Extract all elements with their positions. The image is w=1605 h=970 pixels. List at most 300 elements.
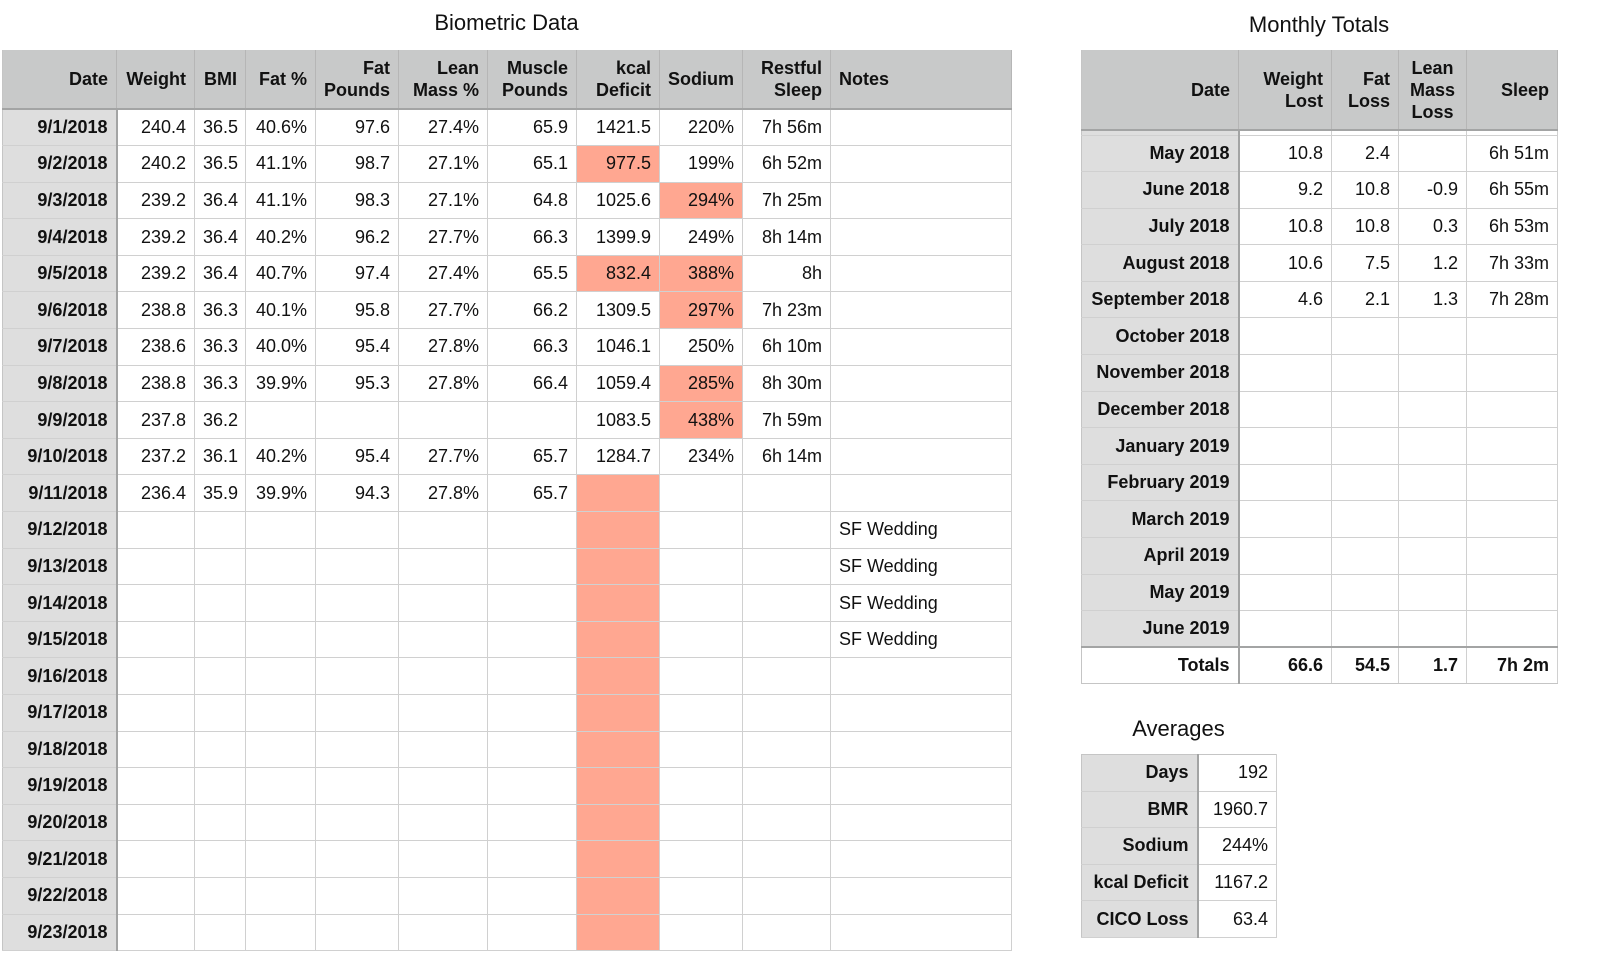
cell-sodium[interactable]: 285% <box>660 365 743 402</box>
col-header-weight[interactable]: Weight <box>117 50 195 109</box>
table-row[interactable] <box>3 255 1012 292</box>
cell-fat-pounds[interactable] <box>316 658 399 695</box>
cell-lean-mass-percent[interactable] <box>399 658 488 695</box>
cell-restful-sleep[interactable] <box>743 841 831 878</box>
totals-fat-loss[interactable]: 54.5 <box>1332 647 1399 683</box>
cell-month[interactable]: May 2018 <box>1082 135 1239 172</box>
cell-fat-pounds[interactable] <box>316 914 399 951</box>
cell-bmi[interactable] <box>195 621 246 658</box>
table-row[interactable] <box>3 585 1012 622</box>
cell-fat-pounds[interactable]: 98.7 <box>316 146 399 183</box>
cell-fat-loss[interactable] <box>1332 318 1399 355</box>
average-label[interactable]: Days <box>1082 755 1198 792</box>
cell-sleep[interactable] <box>1467 574 1558 611</box>
col-header-notes[interactable]: Notes <box>831 50 1012 109</box>
cell-weight-lost[interactable] <box>1239 464 1332 501</box>
cell-sodium[interactable]: 438% <box>660 402 743 439</box>
cell-muscle-pounds[interactable]: 66.4 <box>488 365 577 402</box>
cell-bmi[interactable] <box>195 768 246 805</box>
cell-month[interactable]: December 2018 <box>1082 391 1239 428</box>
cell-bmi[interactable]: 36.5 <box>195 146 246 183</box>
cell-sleep[interactable]: 6h 55m <box>1467 172 1558 209</box>
cell-sodium[interactable]: 250% <box>660 329 743 366</box>
cell-muscle-pounds[interactable]: 65.9 <box>488 109 577 146</box>
cell-lean-mass-loss[interactable] <box>1399 574 1467 611</box>
cell-kcal-deficit[interactable]: 1309.5 <box>577 292 660 329</box>
cell-bmi[interactable] <box>195 695 246 732</box>
cell-date[interactable]: 9/15/2018 <box>3 621 117 658</box>
cell-bmi[interactable] <box>195 804 246 841</box>
cell-fat-percent[interactable] <box>246 695 316 732</box>
cell-fat-percent[interactable] <box>246 731 316 768</box>
cell-notes[interactable] <box>831 695 1012 732</box>
cell-fat-pounds[interactable]: 97.4 <box>316 255 399 292</box>
cell-bmi[interactable]: 36.3 <box>195 365 246 402</box>
cell-month[interactable]: June 2019 <box>1082 611 1239 648</box>
cell-kcal-deficit[interactable]: 1046.1 <box>577 329 660 366</box>
cell-notes[interactable] <box>831 768 1012 805</box>
col-header-fat-loss[interactable]: Fat Loss <box>1332 50 1399 130</box>
col-header-month[interactable]: Date <box>1082 50 1239 130</box>
cell-month[interactable]: August 2018 <box>1082 245 1239 282</box>
cell-date[interactable]: 9/10/2018 <box>3 438 117 475</box>
totals-lean-mass-loss[interactable]: 1.7 <box>1399 647 1467 683</box>
monthly-row[interactable] <box>1082 391 1558 428</box>
cell-fat-pounds[interactable] <box>316 877 399 914</box>
cell-weight-lost[interactable]: 4.6 <box>1239 281 1332 318</box>
cell-fat-pounds[interactable]: 95.4 <box>316 329 399 366</box>
cell-sleep[interactable] <box>1467 428 1558 465</box>
cell-weight[interactable]: 238.8 <box>117 292 195 329</box>
cell-lean-mass-loss[interactable] <box>1399 501 1467 538</box>
cell-restful-sleep[interactable]: 6h 14m <box>743 438 831 475</box>
cell-restful-sleep[interactable] <box>743 695 831 732</box>
cell-sodium[interactable]: 388% <box>660 255 743 292</box>
cell-notes[interactable] <box>831 146 1012 183</box>
cell-fat-percent[interactable] <box>246 512 316 549</box>
cell-kcal-deficit[interactable] <box>577 877 660 914</box>
table-row[interactable] <box>3 182 1012 219</box>
cell-date[interactable]: 9/23/2018 <box>3 914 117 951</box>
cell-fat-loss[interactable] <box>1332 574 1399 611</box>
cell-weight-lost[interactable] <box>1239 538 1332 575</box>
average-value[interactable]: 1167.2 <box>1198 864 1277 901</box>
cell-muscle-pounds[interactable]: 65.7 <box>488 475 577 512</box>
monthly-row[interactable] <box>1082 281 1558 318</box>
cell-weight[interactable] <box>117 768 195 805</box>
cell-weight-lost[interactable]: 10.8 <box>1239 135 1332 172</box>
table-row[interactable] <box>3 402 1012 439</box>
cell-fat-percent[interactable]: 41.1% <box>246 182 316 219</box>
cell-date[interactable]: 9/13/2018 <box>3 548 117 585</box>
cell-kcal-deficit[interactable]: 832.4 <box>577 255 660 292</box>
cell-muscle-pounds[interactable]: 66.3 <box>488 219 577 256</box>
cell-fat-percent[interactable]: 41.1% <box>246 146 316 183</box>
cell-weight[interactable]: 239.2 <box>117 182 195 219</box>
cell-fat-pounds[interactable] <box>316 804 399 841</box>
col-header-fat-pounds[interactable]: Fat Pounds <box>316 50 399 109</box>
monthly-row[interactable] <box>1082 172 1558 209</box>
cell-month[interactable]: October 2018 <box>1082 318 1239 355</box>
cell-sleep[interactable] <box>1467 391 1558 428</box>
table-row[interactable] <box>3 695 1012 732</box>
cell-month[interactable]: July 2018 <box>1082 208 1239 245</box>
cell-muscle-pounds[interactable] <box>488 804 577 841</box>
cell-sodium[interactable] <box>660 914 743 951</box>
cell-date[interactable]: 9/22/2018 <box>3 877 117 914</box>
cell-bmi[interactable] <box>195 914 246 951</box>
cell-sodium[interactable]: 199% <box>660 146 743 183</box>
cell-weight-lost[interactable] <box>1239 318 1332 355</box>
cell-kcal-deficit[interactable]: 1059.4 <box>577 365 660 402</box>
col-header-kcal-deficit[interactable]: kcal Deficit <box>577 50 660 109</box>
monthly-row[interactable] <box>1082 464 1558 501</box>
col-header-date[interactable]: Date <box>3 50 117 109</box>
monthly-row[interactable] <box>1082 611 1558 648</box>
cell-fat-pounds[interactable] <box>316 841 399 878</box>
totals-weight-lost[interactable]: 66.6 <box>1239 647 1332 683</box>
average-label[interactable]: kcal Deficit <box>1082 864 1198 901</box>
cell-date[interactable]: 9/2/2018 <box>3 146 117 183</box>
cell-sodium[interactable] <box>660 548 743 585</box>
cell-restful-sleep[interactable] <box>743 658 831 695</box>
cell-notes[interactable] <box>831 219 1012 256</box>
cell-lean-mass-percent[interactable] <box>399 768 488 805</box>
cell-fat-percent[interactable]: 39.9% <box>246 475 316 512</box>
cell-fat-percent[interactable] <box>246 621 316 658</box>
cell-weight[interactable]: 237.2 <box>117 438 195 475</box>
cell-kcal-deficit[interactable]: 1399.9 <box>577 219 660 256</box>
cell-sleep[interactable]: 6h 51m <box>1467 135 1558 172</box>
cell-date[interactable]: 9/18/2018 <box>3 731 117 768</box>
cell-muscle-pounds[interactable] <box>488 585 577 622</box>
cell-sodium[interactable] <box>660 695 743 732</box>
cell-weight-lost[interactable]: 10.6 <box>1239 245 1332 282</box>
cell-lean-mass-percent[interactable]: 27.4% <box>399 255 488 292</box>
averages-row-sodium[interactable] <box>1082 828 1277 865</box>
cell-bmi[interactable] <box>195 512 246 549</box>
cell-weight[interactable] <box>117 512 195 549</box>
cell-sleep[interactable]: 7h 28m <box>1467 281 1558 318</box>
col-header-sleep[interactable]: Sleep <box>1467 50 1558 130</box>
cell-weight[interactable] <box>117 731 195 768</box>
cell-lean-mass-loss[interactable]: 1.2 <box>1399 245 1467 282</box>
cell-notes[interactable]: SF Wedding <box>831 548 1012 585</box>
cell-fat-percent[interactable] <box>246 877 316 914</box>
cell-restful-sleep[interactable]: 8h 14m <box>743 219 831 256</box>
cell-fat-percent[interactable] <box>246 658 316 695</box>
cell-weight[interactable] <box>117 548 195 585</box>
cell-sleep[interactable] <box>1467 355 1558 392</box>
cell-lean-mass-loss[interactable] <box>1399 135 1467 172</box>
cell-restful-sleep[interactable] <box>743 475 831 512</box>
averages-row-bmr[interactable] <box>1082 791 1277 828</box>
col-header-weight-lost[interactable]: Weight Lost <box>1239 50 1332 130</box>
cell-lean-mass-percent[interactable]: 27.7% <box>399 292 488 329</box>
cell-kcal-deficit[interactable] <box>577 768 660 805</box>
cell-muscle-pounds[interactable] <box>488 695 577 732</box>
cell-restful-sleep[interactable]: 7h 59m <box>743 402 831 439</box>
cell-bmi[interactable] <box>195 658 246 695</box>
cell-restful-sleep[interactable] <box>743 548 831 585</box>
cell-kcal-deficit[interactable] <box>577 914 660 951</box>
average-value[interactable]: 63.4 <box>1198 901 1277 938</box>
table-row[interactable] <box>3 329 1012 366</box>
table-row[interactable] <box>3 914 1012 951</box>
cell-month[interactable]: April 2019 <box>1082 538 1239 575</box>
cell-fat-pounds[interactable] <box>316 621 399 658</box>
cell-fat-percent[interactable] <box>246 804 316 841</box>
cell-lean-mass-percent[interactable]: 27.8% <box>399 365 488 402</box>
cell-date[interactable]: 9/20/2018 <box>3 804 117 841</box>
table-row[interactable] <box>3 658 1012 695</box>
cell-sleep[interactable]: 6h 53m <box>1467 208 1558 245</box>
cell-weight[interactable]: 239.2 <box>117 255 195 292</box>
cell-fat-loss[interactable] <box>1332 611 1399 648</box>
monthly-row[interactable] <box>1082 245 1558 282</box>
cell-notes[interactable] <box>831 182 1012 219</box>
cell-kcal-deficit[interactable] <box>577 621 660 658</box>
monthly-row[interactable] <box>1082 318 1558 355</box>
cell-lean-mass-percent[interactable]: 27.8% <box>399 475 488 512</box>
cell-lean-mass-loss[interactable] <box>1399 464 1467 501</box>
cell-weight-lost[interactable]: 9.2 <box>1239 172 1332 209</box>
cell-lean-mass-loss[interactable]: -0.9 <box>1399 172 1467 209</box>
table-row[interactable] <box>3 292 1012 329</box>
cell-muscle-pounds[interactable] <box>488 914 577 951</box>
cell-month[interactable]: June 2018 <box>1082 172 1239 209</box>
cell-lean-mass-percent[interactable] <box>399 914 488 951</box>
cell-sodium[interactable] <box>660 804 743 841</box>
cell-sleep[interactable] <box>1467 464 1558 501</box>
cell-kcal-deficit[interactable] <box>577 804 660 841</box>
average-label[interactable]: BMR <box>1082 791 1198 828</box>
cell-sodium[interactable]: 234% <box>660 438 743 475</box>
cell-bmi[interactable] <box>195 841 246 878</box>
cell-month[interactable]: February 2019 <box>1082 464 1239 501</box>
cell-fat-percent[interactable]: 40.1% <box>246 292 316 329</box>
col-header-muscle-pounds[interactable]: Muscle Pounds <box>488 50 577 109</box>
cell-fat-pounds[interactable]: 98.3 <box>316 182 399 219</box>
average-value[interactable]: 1960.7 <box>1198 791 1277 828</box>
cell-muscle-pounds[interactable] <box>488 841 577 878</box>
cell-fat-loss[interactable]: 2.4 <box>1332 135 1399 172</box>
cell-date[interactable]: 9/4/2018 <box>3 219 117 256</box>
cell-date[interactable]: 9/16/2018 <box>3 658 117 695</box>
cell-kcal-deficit[interactable]: 1284.7 <box>577 438 660 475</box>
monthly-row[interactable] <box>1082 355 1558 392</box>
cell-notes[interactable] <box>831 365 1012 402</box>
cell-weight[interactable] <box>117 914 195 951</box>
cell-weight[interactable] <box>117 841 195 878</box>
cell-notes[interactable] <box>831 914 1012 951</box>
cell-kcal-deficit[interactable] <box>577 512 660 549</box>
totals-row[interactable] <box>1082 647 1558 683</box>
cell-month[interactable]: March 2019 <box>1082 501 1239 538</box>
cell-kcal-deficit[interactable] <box>577 475 660 512</box>
cell-fat-percent[interactable] <box>246 548 316 585</box>
totals-label[interactable]: Totals <box>1082 647 1239 683</box>
cell-weight[interactable]: 240.4 <box>117 109 195 146</box>
cell-muscle-pounds[interactable] <box>488 768 577 805</box>
cell-muscle-pounds[interactable] <box>488 877 577 914</box>
average-label[interactable]: Sodium <box>1082 828 1198 865</box>
cell-notes[interactable] <box>831 109 1012 146</box>
cell-weight-lost[interactable] <box>1239 501 1332 538</box>
cell-weight-lost[interactable] <box>1239 355 1332 392</box>
cell-month[interactable]: January 2019 <box>1082 428 1239 465</box>
average-label[interactable]: CICO Loss <box>1082 901 1198 938</box>
cell-sodium[interactable] <box>660 841 743 878</box>
cell-sleep[interactable] <box>1467 318 1558 355</box>
cell-lean-mass-percent[interactable] <box>399 548 488 585</box>
cell-muscle-pounds[interactable] <box>488 512 577 549</box>
cell-weight[interactable]: 238.6 <box>117 329 195 366</box>
cell-muscle-pounds[interactable] <box>488 621 577 658</box>
cell-date[interactable]: 9/1/2018 <box>3 109 117 146</box>
cell-date[interactable]: 9/11/2018 <box>3 475 117 512</box>
cell-restful-sleep[interactable]: 8h 30m <box>743 365 831 402</box>
cell-fat-percent[interactable] <box>246 841 316 878</box>
cell-weight[interactable]: 237.8 <box>117 402 195 439</box>
cell-lean-mass-percent[interactable] <box>399 877 488 914</box>
cell-fat-pounds[interactable]: 95.8 <box>316 292 399 329</box>
cell-sodium[interactable]: 249% <box>660 219 743 256</box>
cell-bmi[interactable]: 36.5 <box>195 109 246 146</box>
cell-restful-sleep[interactable] <box>743 768 831 805</box>
cell-weight-lost[interactable] <box>1239 574 1332 611</box>
cell-date[interactable]: 9/19/2018 <box>3 768 117 805</box>
cell-sodium[interactable] <box>660 512 743 549</box>
cell-bmi[interactable]: 36.4 <box>195 182 246 219</box>
cell-date[interactable]: 9/5/2018 <box>3 255 117 292</box>
cell-restful-sleep[interactable] <box>743 914 831 951</box>
cell-lean-mass-percent[interactable] <box>399 841 488 878</box>
cell-notes[interactable] <box>831 658 1012 695</box>
table-row[interactable] <box>3 438 1012 475</box>
cell-lean-mass-percent[interactable]: 27.1% <box>399 182 488 219</box>
cell-notes[interactable] <box>831 804 1012 841</box>
cell-fat-pounds[interactable] <box>316 695 399 732</box>
col-header-bmi[interactable]: BMI <box>195 50 246 109</box>
cell-muscle-pounds[interactable]: 64.8 <box>488 182 577 219</box>
cell-date[interactable]: 9/7/2018 <box>3 329 117 366</box>
cell-lean-mass-loss[interactable] <box>1399 428 1467 465</box>
cell-sodium[interactable]: 294% <box>660 182 743 219</box>
cell-notes[interactable] <box>831 475 1012 512</box>
cell-fat-loss[interactable] <box>1332 428 1399 465</box>
cell-lean-mass-percent[interactable] <box>399 695 488 732</box>
monthly-row[interactable] <box>1082 538 1558 575</box>
average-value[interactable]: 244% <box>1198 828 1277 865</box>
cell-bmi[interactable] <box>195 877 246 914</box>
cell-kcal-deficit[interactable] <box>577 731 660 768</box>
cell-lean-mass-loss[interactable]: 1.3 <box>1399 281 1467 318</box>
cell-fat-loss[interactable]: 10.8 <box>1332 208 1399 245</box>
col-header-restful-sleep[interactable]: Restful Sleep <box>743 50 831 109</box>
table-row[interactable] <box>3 731 1012 768</box>
cell-kcal-deficit[interactable] <box>577 695 660 732</box>
cell-kcal-deficit[interactable]: 1025.6 <box>577 182 660 219</box>
cell-lean-mass-percent[interactable] <box>399 621 488 658</box>
cell-fat-percent[interactable] <box>246 768 316 805</box>
col-header-fat-percent[interactable]: Fat % <box>246 50 316 109</box>
cell-fat-pounds[interactable] <box>316 585 399 622</box>
cell-bmi[interactable] <box>195 731 246 768</box>
cell-weight[interactable] <box>117 621 195 658</box>
cell-lean-mass-percent[interactable] <box>399 512 488 549</box>
cell-fat-percent[interactable]: 40.2% <box>246 438 316 475</box>
cell-lean-mass-loss[interactable] <box>1399 611 1467 648</box>
cell-bmi[interactable] <box>195 548 246 585</box>
cell-month[interactable]: September 2018 <box>1082 281 1239 318</box>
cell-restful-sleep[interactable] <box>743 512 831 549</box>
cell-bmi[interactable]: 36.3 <box>195 329 246 366</box>
cell-date[interactable]: 9/3/2018 <box>3 182 117 219</box>
cell-weight[interactable] <box>117 804 195 841</box>
cell-notes[interactable]: SF Wedding <box>831 512 1012 549</box>
cell-sodium[interactable]: 220% <box>660 109 743 146</box>
cell-weight[interactable] <box>117 585 195 622</box>
cell-notes[interactable] <box>831 877 1012 914</box>
cell-fat-percent[interactable]: 40.2% <box>246 219 316 256</box>
cell-notes[interactable] <box>831 841 1012 878</box>
table-row[interactable] <box>3 365 1012 402</box>
cell-weight[interactable]: 238.8 <box>117 365 195 402</box>
cell-lean-mass-loss[interactable] <box>1399 355 1467 392</box>
cell-muscle-pounds[interactable] <box>488 731 577 768</box>
cell-fat-percent[interactable] <box>246 914 316 951</box>
cell-weight[interactable]: 236.4 <box>117 475 195 512</box>
cell-fat-pounds[interactable]: 96.2 <box>316 219 399 256</box>
cell-restful-sleep[interactable]: 8h <box>743 255 831 292</box>
table-row[interactable] <box>3 475 1012 512</box>
monthly-row[interactable] <box>1082 208 1558 245</box>
cell-sleep[interactable] <box>1467 611 1558 648</box>
table-row[interactable] <box>3 548 1012 585</box>
cell-sleep[interactable] <box>1467 538 1558 575</box>
cell-notes[interactable] <box>831 292 1012 329</box>
col-header-sodium[interactable]: Sodium <box>660 50 743 109</box>
cell-fat-pounds[interactable] <box>316 402 399 439</box>
cell-lean-mass-loss[interactable]: 0.3 <box>1399 208 1467 245</box>
cell-sodium[interactable] <box>660 877 743 914</box>
cell-fat-pounds[interactable] <box>316 731 399 768</box>
cell-sleep[interactable] <box>1467 501 1558 538</box>
cell-fat-pounds[interactable]: 95.3 <box>316 365 399 402</box>
cell-sleep[interactable]: 7h 33m <box>1467 245 1558 282</box>
cell-bmi[interactable] <box>195 585 246 622</box>
cell-restful-sleep[interactable]: 6h 52m <box>743 146 831 183</box>
cell-month[interactable]: May 2019 <box>1082 574 1239 611</box>
cell-bmi[interactable]: 36.4 <box>195 255 246 292</box>
cell-sodium[interactable] <box>660 475 743 512</box>
table-row[interactable] <box>3 841 1012 878</box>
cell-notes[interactable] <box>831 731 1012 768</box>
cell-fat-percent[interactable]: 40.0% <box>246 329 316 366</box>
cell-sodium[interactable] <box>660 731 743 768</box>
cell-bmi[interactable]: 36.1 <box>195 438 246 475</box>
cell-lean-mass-percent[interactable] <box>399 402 488 439</box>
cell-kcal-deficit[interactable] <box>577 841 660 878</box>
cell-weight-lost[interactable] <box>1239 611 1332 648</box>
cell-sodium[interactable] <box>660 621 743 658</box>
cell-notes[interactable] <box>831 329 1012 366</box>
cell-date[interactable]: 9/12/2018 <box>3 512 117 549</box>
cell-lean-mass-percent[interactable]: 27.4% <box>399 109 488 146</box>
cell-fat-loss[interactable]: 2.1 <box>1332 281 1399 318</box>
cell-kcal-deficit[interactable]: 1421.5 <box>577 109 660 146</box>
